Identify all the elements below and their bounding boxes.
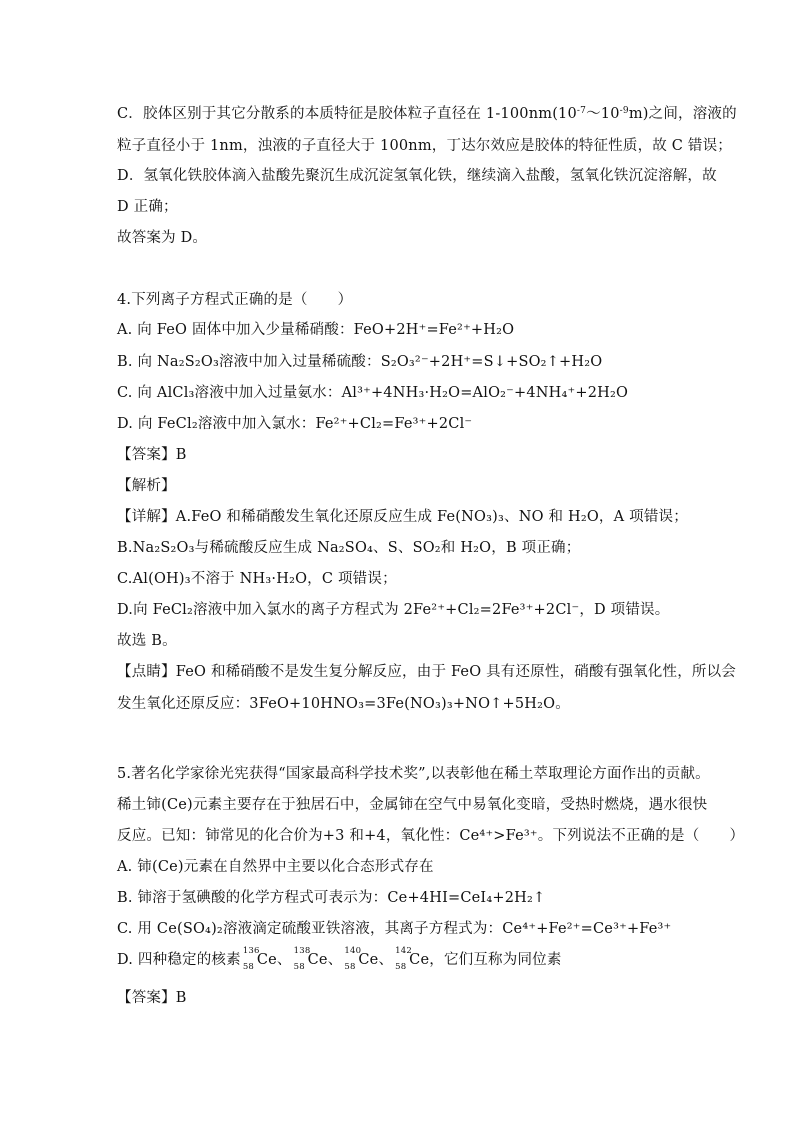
nuclide-notation [395, 946, 412, 973]
q4-analysis-heading: 【解析】 [117, 478, 176, 494]
nuclide-notation [242, 946, 260, 973]
q4-detail-d: D.向 FeCl₂溶液中加入氯水的离子方程式为 2Fe²⁺+Cl₂=2Fe³⁺+2Cl⁻，D 项错误。 [117, 602, 670, 618]
separator: 、 [276, 952, 292, 968]
element-symbol: Ce [409, 952, 430, 968]
q5-stem-line1: 5.著名化学家徐光宪获得“国家最高科学技术奖”,以表彰他在稀土萃取理论方面作出的贡献。 [117, 766, 710, 782]
mass-number: 142 [395, 946, 412, 956]
element-symbol: Ce [256, 952, 277, 968]
q5-stem-line2: 稀土铈(Ce)元素主要存在于独居石中，金属铈在空气中易氧化变暗，受热时燃烧，遇水很快 [117, 797, 708, 813]
q4-detail-b: B.Na₂S₂O₃与稀硫酸反应生成 Na₂SO₄、S、SO₂和 H₂O，B 项正确； [117, 540, 581, 556]
atomic-number: 58 [242, 962, 255, 972]
q5-option-d: D. 四种稳定的核素 136 58 Ce、 138 58 Ce、 140 58 Ce、 142 58 Ce，它们互称为同位素 [117, 946, 562, 972]
q3-answer-conclusion: 故答案为 D。 [117, 230, 208, 246]
nuclide-list [241, 946, 444, 972]
q3-option-c-line1: C．胶体区别于其它分散系的本质特征是胶体粒子直径在 $1-100nm(10^{-7}\sim 10^{-9}m)$之间，溶液的 [117, 106, 737, 122]
q4-detail-a: 【详解】A.FeO 和稀硝酸发生氧化还原反应生成 Fe(NO₃)₃、NO 和 H₂O，A 项错误； [117, 509, 688, 525]
atomic-number: 58 [395, 962, 407, 972]
element-symbol: Ce [358, 952, 379, 968]
mass-number: 138 [293, 946, 311, 956]
q4-choose: 故选 B。 [117, 633, 177, 649]
separator: ， [429, 952, 444, 968]
q5-answer: 【答案】B [117, 990, 187, 1006]
separator: 、 [378, 952, 394, 968]
q4-option-c: C. 向 AlCl₃溶液中加入过量氨水：Al³⁺+4NH₃·H₂O=AlO₂⁻+4NH₄⁺+2H₂O [117, 385, 629, 401]
atomic-number: 58 [293, 962, 305, 972]
q4-key-point-line1: 【点睛】FeO 和稀硝酸不是发生复分解反应，由于 FeO 具有还原性，硝酸有强氧化性，所以会 [117, 664, 736, 680]
nuclide-notation [293, 946, 311, 973]
atomic-number: 58 [344, 962, 356, 972]
q5-option-b: B. 铈溶于氢碘酸的化学方程式可表示为：Ce+4HI=CeI₄+2H₂↑ [117, 890, 546, 906]
q5-option-c: C. 用 Ce(SO₄)₂溶液滴定硫酸亚铁溶液，其离子方程式为：Ce⁴⁺+Fe²⁺=Ce³⁺+Fe³⁺ [117, 921, 672, 937]
q3-option-c-line2: 粒子直径小于 1nm，浊液的子直径大于 100nm，丁达尔效应是胶体的特征性质，故 C 错误； [117, 138, 733, 154]
nuclide [292, 946, 343, 972]
q4-detail-c: C.Al(OH)₃不溶于 NH₃·H₂O，C 项错误； [117, 571, 397, 587]
nuclide [393, 946, 444, 972]
element-symbol: Ce [307, 952, 328, 968]
q5-stem-line3: 反应。已知：铈常见的化合价为+3 和+4，氧化性：Ce⁴⁺>Fe³⁺。下列说法不正确的是（ ） [117, 828, 745, 844]
q4-option-a: A. 向 FeO 固体中加入少量稀硝酸：FeO+2H⁺=Fe²⁺+H₂O [117, 322, 515, 338]
mass-number: 140 [344, 946, 362, 956]
nuclide-notation [344, 946, 362, 973]
q4-option-d: D. 向 FeCl₂溶液中加入氯水：Fe²⁺+Cl₂=Fe³⁺+2Cl⁻ [117, 416, 473, 432]
q4-answer: 【答案】B [117, 447, 187, 463]
mass-number: 136 [242, 946, 260, 956]
q3-option-d-line1: D．氢氧化铁胶体滴入盐酸先聚沉生成沉淀氢氧化铁，继续滴入盐酸，氢氧化铁沉淀溶解，故 [117, 168, 717, 184]
q4-key-point-line2: 发生氧化还原反应：3FeO+10HNO₃=3Fe(NO₃)₃+NO↑+5H₂O。 [117, 696, 570, 712]
q5-option-a: A. 铈(Ce)元素在自然界中主要以化合态形式存在 [117, 859, 434, 875]
nuclide [241, 946, 292, 972]
nuclide [342, 946, 394, 972]
q4-option-b: B. 向 Na₂S₂O₃溶液中加入过量稀硫酸：S₂O₃²⁻+2H⁺=S↓+SO₂↑+H₂O [117, 354, 603, 370]
separator: 、 [327, 952, 343, 968]
q3-option-d-line2: D 正确； [117, 199, 178, 215]
q4-stem: 4.下列离子方程式正确的是（ ） [117, 292, 353, 308]
